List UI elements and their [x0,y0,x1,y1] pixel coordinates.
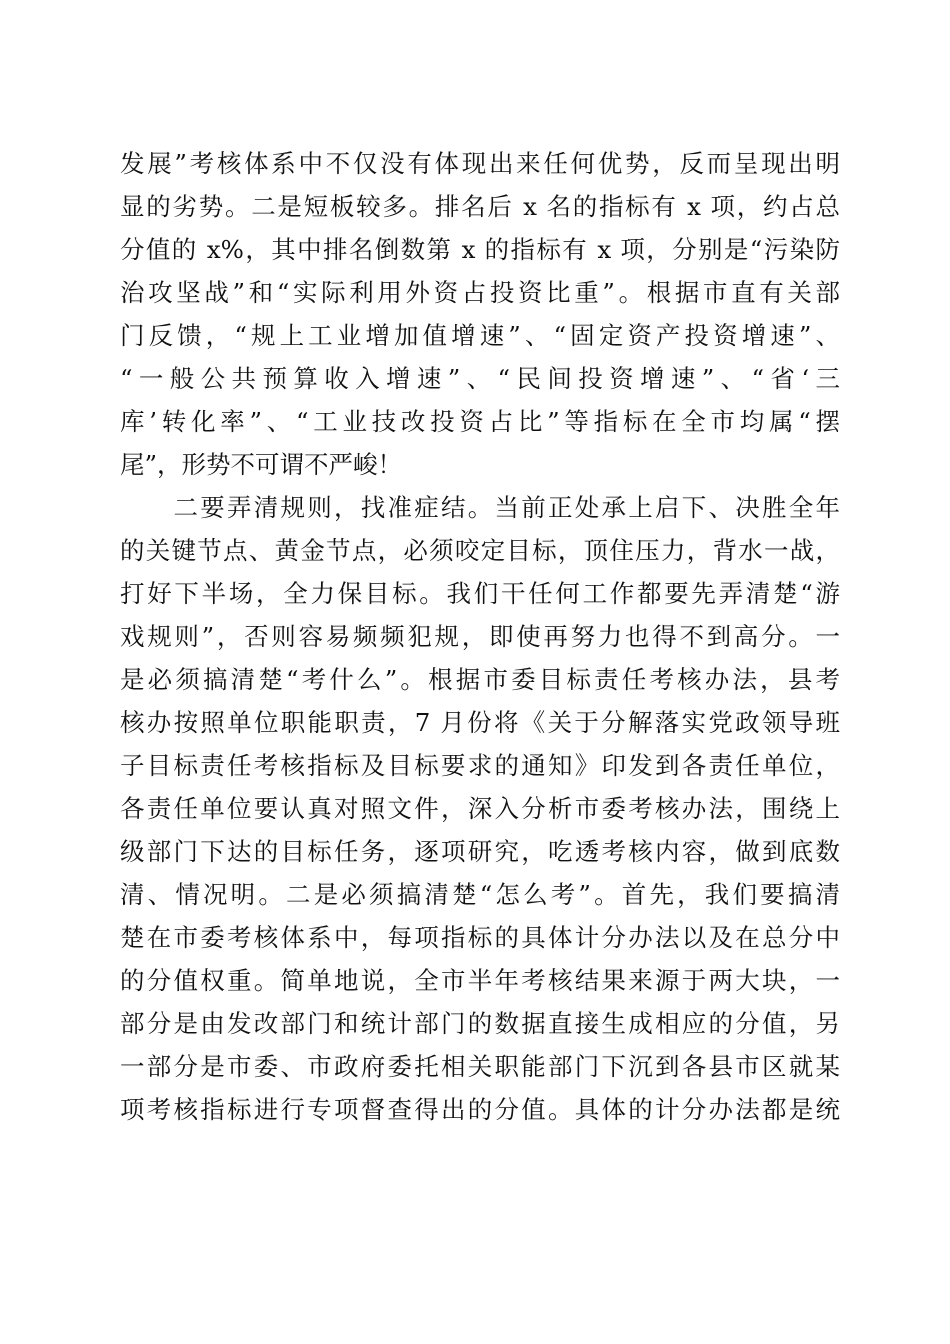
text-line: 一部分是市委、市政府委托相关职能部门下沉到各县市区就某 [120,1052,840,1081]
text-line: 尾”，形势不可谓不严峻！ [120,450,403,479]
text-line: 部分是由发改部门和统计部门的数据直接生成相应的分值，另 [120,1009,840,1038]
text-line: 戏规则”，否则容易频频犯规，即使再努力也得不到高分。一 [120,622,840,651]
paragraph-1 [120,142,840,486]
text-line: 治攻坚战”和“实际利用外资占投资比重”。根据市直有关部 [120,278,840,307]
text-line: 发展”考核体系中不仅没有体现出来任何优势，反而呈现出明 [120,149,840,178]
text-line: 库’转化率”、“工业技改投资占比”等指标在全市均属“摆 [120,407,840,436]
text-line: 二要弄清规则，找准症结。当前正处承上启下、决胜全年 [120,493,840,522]
text-line: 项考核指标进行专项督查得出的分值。具体的计分办法都是统 [120,1095,840,1124]
text-line: 核办按照单位职能职责，7 月份将《关于分解落实党政领导班 [120,708,840,737]
text-line: “一般公共预算收入增速”、“民间投资增速”、“省‘三 [120,364,840,393]
text-line: 门反馈，“规上工业增加值增速”、“固定资产投资增速”、 [120,321,840,350]
text-line: 打好下半场，全力保目标。我们干任何工作都要先弄清楚“游 [120,579,840,608]
text-line: 子目标责任考核指标及目标要求的通知》印发到各责任单位， [120,751,840,780]
text-line: 是必须搞清楚“考什么”。根据市委目标责任考核办法，县考 [120,665,840,694]
text-line: 级部门下达的目标任务，逐项研究，吃透考核内容，做到底数 [120,837,840,866]
paragraph-2 [120,486,840,1131]
text-line: 显的劣势。二是短板较多。排名后 x 名的指标有 x 项，约占总 [120,192,840,221]
text-line: 各责任单位要认真对照文件，深入分析市委考核办法，围绕上 [120,794,840,823]
text-line: 的分值权重。简单地说，全市半年考核结果来源于两大块，一 [120,966,840,995]
text-line: 的关键节点、黄金节点，必须咬定目标，顶住压力，背水一战， [120,536,840,565]
text-line: 分值的 x%，其中排名倒数第 x 的指标有 x 项，分别是“污染防 [120,235,840,264]
text-line: 清、情况明。二是必须搞清楚“怎么考”。首先，我们要搞清 [120,880,840,909]
text-line: 楚在市委考核体系中，每项指标的具体计分办法以及在总分中 [120,923,840,952]
